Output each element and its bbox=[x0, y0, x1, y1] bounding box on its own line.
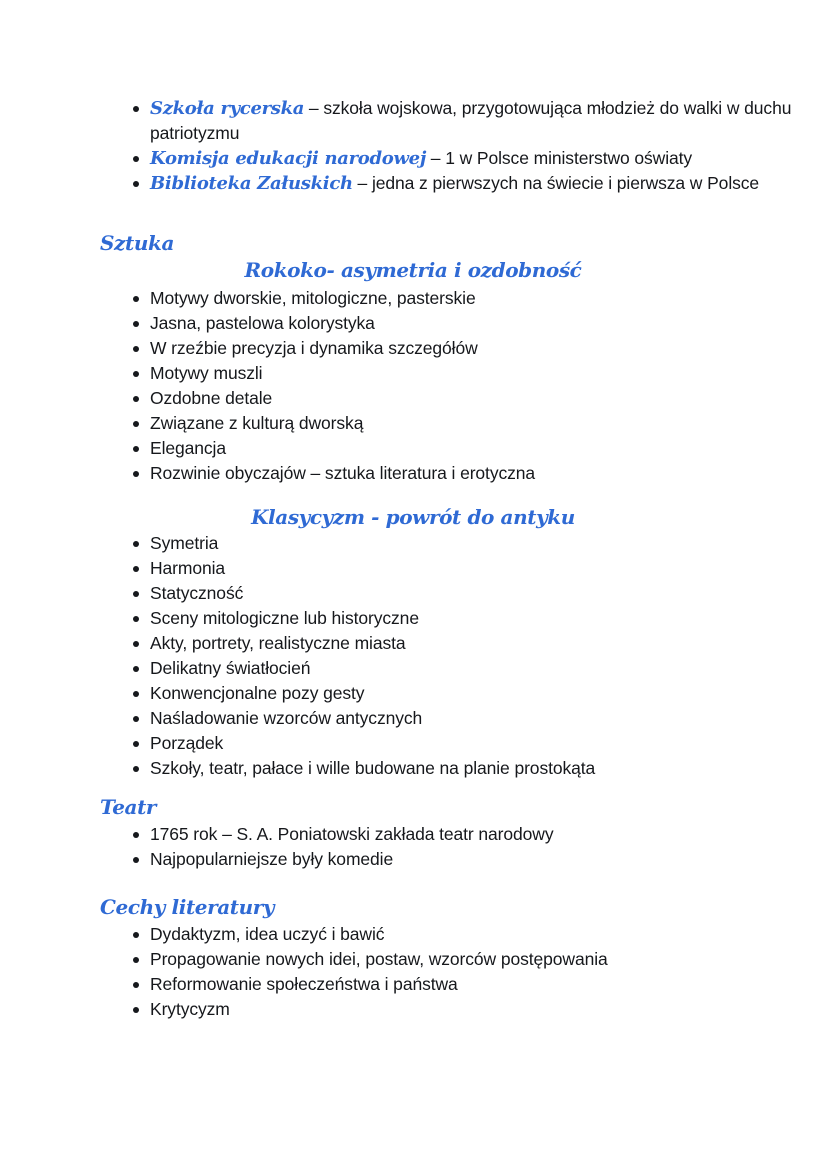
klasycyzm-feature-list bbox=[100, 531, 800, 781]
teatr-list bbox=[100, 822, 800, 872]
list-item: 1765 rok – S. A. Poniatowski zakłada teatr narodowy bbox=[100, 822, 800, 847]
dash-separator: – bbox=[304, 98, 324, 118]
list-item: Ozdobne detale bbox=[100, 386, 800, 411]
list-item: Porządek bbox=[100, 731, 800, 756]
list-item: Symetria bbox=[100, 531, 800, 556]
section-heading-cechy-literatury: Cechy literatury bbox=[100, 895, 275, 919]
list-item: Delikatny światłocień bbox=[100, 656, 800, 681]
list-item: Akty, portrety, realistyczne miasta bbox=[100, 631, 800, 656]
list-item bbox=[100, 146, 800, 171]
list-item: Motywy muszli bbox=[100, 361, 800, 386]
list-item: Sceny mitologiczne lub historyczne bbox=[100, 606, 800, 631]
term-komisja-edukacji-narodowej: Komisja edukacji narodowej bbox=[150, 148, 427, 169]
list-item: Naśladowanie wzorców antycznych bbox=[100, 706, 800, 731]
section-heading-sztuka: Sztuka bbox=[100, 231, 174, 255]
section-heading-teatr: Teatr bbox=[100, 795, 157, 819]
list-item: Szkoły, teatr, pałace i wille budowane na planie prostokąta bbox=[100, 756, 800, 781]
term-szkola-rycerska: Szkoła rycerska bbox=[150, 98, 305, 119]
cechy-literatury-list bbox=[100, 922, 800, 1022]
rokoko-feature-list bbox=[100, 286, 800, 486]
definition-text: jedna z pierwszych na świecie i pierwsza w Polsce bbox=[371, 173, 760, 193]
dash-separator: – bbox=[352, 173, 372, 193]
subsection-heading-klasycyzm: Klasycyzm - powrót do antyku bbox=[251, 505, 575, 529]
list-item: Konwencjonalne pozy gesty bbox=[100, 681, 800, 706]
list-item: Rozwinie obyczajów – sztuka literatura i erotyczna bbox=[100, 461, 800, 486]
list-item: Krytycyzm bbox=[100, 997, 800, 1022]
intro-definition-list bbox=[100, 96, 800, 196]
definition-text: 1 w Polsce ministerstwo oświaty bbox=[445, 148, 693, 168]
list-item: Elegancja bbox=[100, 436, 800, 461]
list-item: Jasna, pastelowa kolorystyka bbox=[100, 311, 800, 336]
list-item bbox=[100, 96, 800, 146]
list-item: Związane z kulturą dworską bbox=[100, 411, 800, 436]
dash-separator: – bbox=[426, 148, 446, 168]
definition-text: szkoła wojskowa, przygotowująca młodzież do walki w duchu patriotyzmu bbox=[150, 98, 792, 143]
list-item: Harmonia bbox=[100, 556, 800, 581]
list-item: Propagowanie nowych idei, postaw, wzorców postępowania bbox=[100, 947, 800, 972]
list-item: W rzeźbie precyzja i dynamika szczegółów bbox=[100, 336, 800, 361]
list-item: Reformowanie społeczeństwa i państwa bbox=[100, 972, 800, 997]
subsection-heading-rokoko: Rokoko- asymetria i ozdobność bbox=[244, 258, 582, 282]
list-item: Motywy dworskie, mitologiczne, pasterskie bbox=[100, 286, 800, 311]
list-item: Dydaktyzm, idea uczyć i bawić bbox=[100, 922, 800, 947]
list-item: Statyczność bbox=[100, 581, 800, 606]
term-biblioteka-zaluskich: Biblioteka Załuskich bbox=[150, 173, 353, 194]
list-item bbox=[100, 171, 800, 196]
list-item: Najpopularniejsze były komedie bbox=[100, 847, 800, 872]
